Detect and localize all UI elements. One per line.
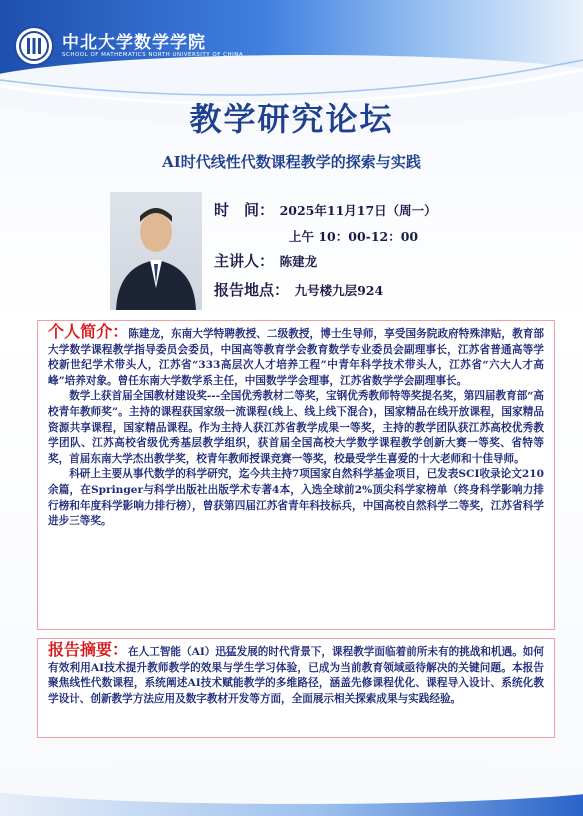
event-time-range-row bbox=[289, 226, 418, 245]
event-time-row bbox=[214, 199, 437, 220]
speaker-photo bbox=[110, 192, 202, 310]
page-title: 教学研究论坛 bbox=[189, 100, 394, 138]
time-label: 时 间： bbox=[214, 201, 275, 219]
university-name: 中北大学数学学院 bbox=[62, 33, 206, 53]
abstract-paragraph bbox=[48, 642, 544, 707]
bio-label: 个人简介： bbox=[48, 322, 129, 341]
event-date: 2025年11月17日（周一） bbox=[279, 203, 437, 218]
page-subtitle: AI时代线性代数课程教学的探索与实践 bbox=[162, 153, 421, 171]
university-logo bbox=[14, 26, 54, 66]
location-row bbox=[214, 279, 383, 300]
bio-text-1: 陈建龙，东南大学特聘教授、二级教授，博士生导师，享受国务院政府特殊津贴，教育部大学数学课程教学指导委员会委员，中国高等教育学会教育数学专业委员会副理事长，江苏省普通高等学校新世纪学术带头人，江苏省“333高层次人才培养工程”中青年科学技术带头人，江苏省“六大人才高峰”培养对象。曾任东南大学数学系主任，中国数学学会理事，江苏省数学学会副理事长。 bbox=[48, 328, 544, 387]
bio-paragraph-3: 科研上主要从事代数学的科学研究，迄今共主持7项国家自然科学基金项目，已发表SCI收录论文210余篇，在Springer与科学出版社出版学术专著4本，入选全球前2%顶尖科学家榜单（终身科学影响力排行榜和年度科学影响力排行榜），曾获第四届江苏省青年科技标兵，中国高校自然科学二等奖，江苏省科学进步三等奖。 bbox=[48, 468, 544, 528]
abstract-label: 报告摘要： bbox=[48, 640, 129, 659]
speaker-row bbox=[214, 250, 317, 271]
abstract-text: 在人工智能（AI）迅猛发展的时代背景下，课程教学面临着前所未有的挑战和机遇。如何有效利用AI技术提升教师教学的效果与学生学习体验，已成为当前教育领域亟待解决的关键问题。本报告聚焦线性代数课程，系统阐述AI技术赋能教学的多维路径，涵盖先修课程优化、课程导入设计、系统化教学设计、创新教学方法应用及数字教材开发等方面，全面展示相关探索成果与实践经验。 bbox=[48, 646, 544, 705]
bio-paragraph-2: 数学上获首届全国教材建设奖---全国优秀教材二等奖，宝钢优秀教师特等奖提名奖，第四届教育部“高校青年教师奖”。主持的课程获国家级一流课程(线上、线上线下混合)，国家精品在线开放课程，国家精品资源共享课程，国家精品课程。作为主持人获江苏省教学成果一等奖，主持的教学团队获江苏高校优秀教学团队、江苏高校省级优秀基层教学组织，获首届全国高校大学数学课程教学创新大赛一等奖、省特等奖，首届东南大学杰出教学奖，校青年教师授课竞赛一等奖，校最受学生喜爱的十大老师和十佳导师。 bbox=[48, 390, 544, 465]
speaker-label: 主讲人： bbox=[214, 252, 275, 270]
university-english-name: SCHOOL OF MATHEMATICS NORTH UNIVERSITY OF CHINA bbox=[62, 52, 244, 58]
bio-box bbox=[37, 320, 555, 630]
bio-paragraph-1 bbox=[48, 324, 544, 389]
event-time: 上午 10：00-12：00 bbox=[289, 229, 419, 244]
location-value: 九号楼九层924 bbox=[294, 283, 384, 298]
speaker-name: 陈建龙 bbox=[279, 254, 318, 269]
location-label: 报告地点： bbox=[214, 281, 290, 299]
footer-curve bbox=[0, 760, 583, 804]
abstract-box bbox=[37, 638, 555, 738]
